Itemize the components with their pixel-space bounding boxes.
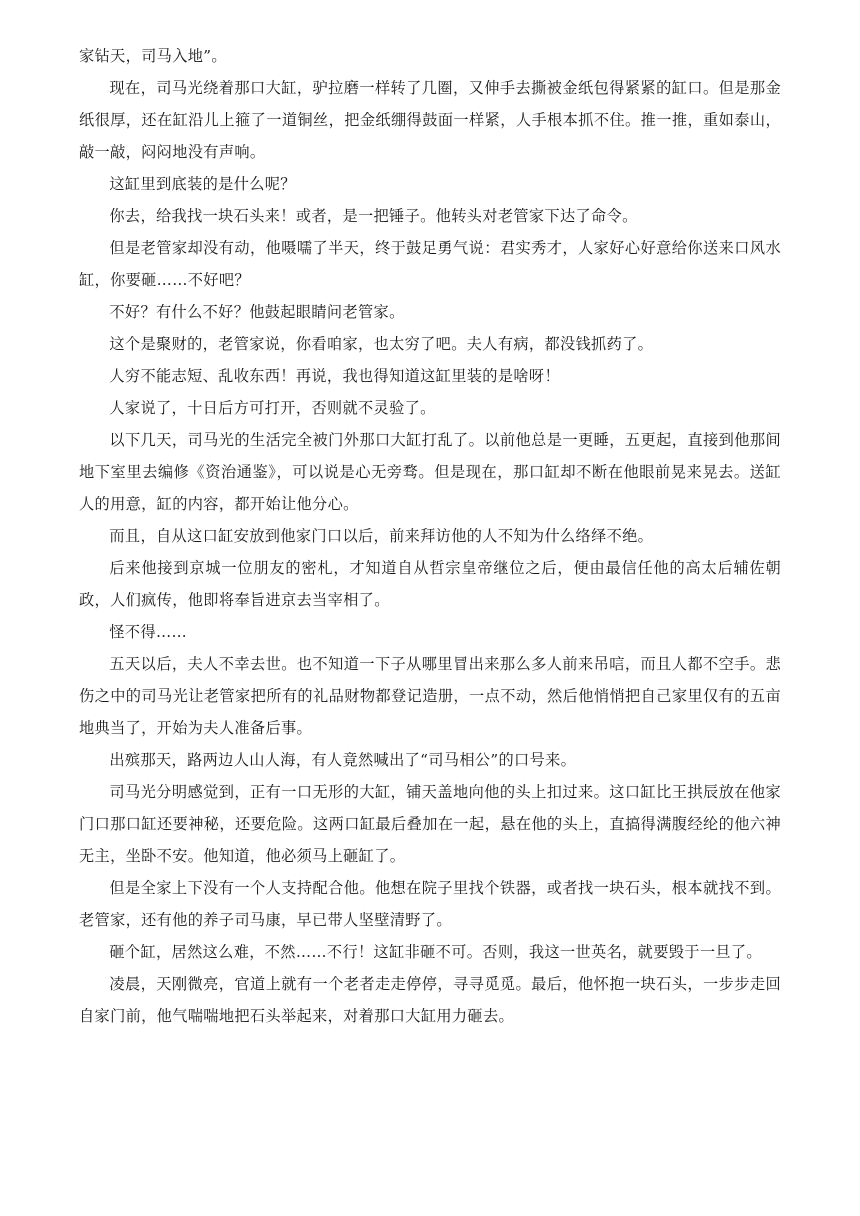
paragraph: 家钻天，司马入地”。: [79, 47, 227, 65]
document-page: [79, 40, 781, 1032]
paragraph: 司马光分明感觉到，正有一口无形的大缸，铺天盖地向他的头上扣过来。这口缸比王拱辰放在他家门口那口缸还要神秘，还要危险。这两口缸最后叠加在一起，悬在他的头上，直搞得满腹经纶的他六神无主，坐卧不安。他知道，他必须马上砸缸了。: [79, 783, 781, 865]
paragraph: 但是老管家却没有动，他嗫嚅了半天，终于鼓足勇气说：君实秀才，人家好心好意给你送来口风水缸，你要砸……不好吧？: [79, 239, 781, 289]
paragraph: 人穷不能志短、乱收东西！再说，我也得知道这缸里装的是啥呀！: [109, 367, 560, 385]
paragraph: 后来他接到京城一位朋友的密札，才知道自从哲宗皇帝继位之后，便由最信任他的高太后辅佐朝政，人们疯传，他即将奉旨进京去当宰相了。: [79, 559, 781, 609]
paragraph: 这个是聚财的，老管家说，你看咱家，也太穷了吧。夫人有病，都没钱抓药了。: [109, 335, 654, 353]
paragraph: 凌晨，天刚微亮，官道上就有一个老者走走停停，寻寻觅觅。最后，他怀抱一块石头，一步步走回自家门前，他气喘喘地把石头举起来，对着那口大缸用力砸去。: [79, 975, 781, 1025]
paragraph: 以下几天，司马光的生活完全被门外那口大缸打乱了。以前他总是一更睡，五更起，直接到他那间地下室里去编修《资治通鉴》，可以说是心无旁骛。但是现在，那口缸却不断在他眼前晃来晃去。送缸人的用意，缸的内容，都开始让他分心。: [79, 431, 781, 513]
paragraph: 怪不得……: [109, 623, 188, 641]
paragraph: 人家说了，十日后方可打开，否则就不灵验了。: [109, 399, 436, 417]
paragraph: 这缸里到底装的是什么呢？: [109, 175, 296, 193]
paragraph: 出殡那天，路两边人山人海，有人竟然喊出了“司马相公”的口号来。: [109, 751, 577, 769]
paragraph: 现在，司马光绕着那口大缸，驴拉磨一样转了几圈，又伸手去撕被金纸包得紧紧的缸口。但是那金纸很厚，还在缸沿儿上箍了一道铜丝，把金纸绷得鼓面一样紧，人手根本抓不住。推一推，重如泰山，敲一敲，闷闷地没有声响。: [79, 79, 781, 161]
paragraph: 不好？有什么不好？他鼓起眼睛问老管家。: [109, 303, 405, 321]
paragraph: 而且，自从这口缸安放到他家门口以后，前来拜访他的人不知为什么络绎不绝。: [109, 527, 654, 545]
paragraph: 砸个缸，居然这么难，不然……不行！这缸非砸不可。否则，我这一世英名，就要毁于一旦了。: [109, 943, 762, 961]
paragraph: 五天以后，夫人不幸去世。也不知道一下子从哪里冒出来那么多人前来吊唁，而且人都不空手。悲伤之中的司马光让老管家把所有的礼品财物都登记造册，一点不动，然后他悄悄把自己家里仅有的五亩地典当了，开始为夫人准备后事。: [79, 655, 781, 737]
paragraph: 你去，给我找一块石头来！或者，是一把锤子。他转头对老管家下达了命令。: [109, 207, 638, 225]
paragraph: 但是全家上下没有一个人支持配合他。他想在院子里找个铁器，或者找一块石头，根本就找不到。老管家，还有他的养子司马康，早已带人坚壁清野了。: [79, 879, 781, 929]
